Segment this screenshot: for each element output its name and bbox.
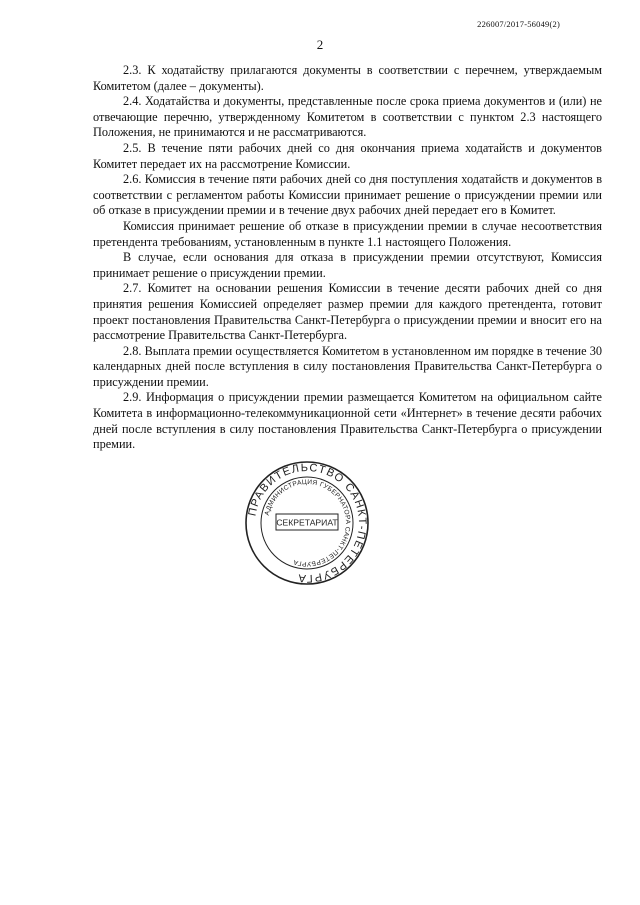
- page-number: 2: [316, 37, 324, 52]
- paragraph-2-9: 2.9. Информация о присуждении премии размещается Комитетом на официальном сайте Комитета в информационно-телекоммуникационной сети «Интернет» в течение десяти рабочих дней после вступления в силу постановления Правительства Санкт-Петербурга о присуждении премии.: [93, 390, 602, 452]
- document-id: 226007/2017-56049(2): [477, 19, 560, 29]
- stamp-outer-text: ПРАВИТЕЛЬСТВО САНКТ-ПЕТЕРБУРГА: [246, 461, 369, 585]
- paragraph-2-5: 2.5. В течение пяти рабочих дней со дня окончания приема ходатайств и документов Комитет передает их на рассмотрение Комиссии.: [93, 140, 602, 171]
- paragraph-2-6: 2.6. Комиссия в течение пяти рабочих дней со дня поступления ходатайств и документов в соответствии с регламентом работы Комиссии принимает решение о присуждении премии или об отказе в присуждении премии и в течение двух рабочих дней передает его в Комитет.: [93, 172, 602, 218]
- paragraph-2-8: 2.8. Выплата премии осуществляется Комитетом в установленном им порядке в течение 30 календарных дней после вступления в силу постановления Правительства Санкт-Петербурга о присуждении премии.: [93, 343, 602, 389]
- stamp-center-text: СЕКРЕТАРИАТ: [276, 517, 338, 528]
- secretariat-stamp: [244, 460, 370, 586]
- paragraph-2-4: 2.4. Ходатайства и документы, представленные после срока приема документов и (или) не отвечающие перечню, утвержденному Комитетом в соответствии с пунктом 2.3 настоящего Положения, не принимаются и не рассматриваются.: [93, 94, 602, 140]
- paragraph-no-grounds: В случае, если основания для отказа в присуждении премии отсутствуют, Комиссия принимает решение о присуждении премии.: [93, 250, 602, 280]
- paragraph-refusal: Комиссия принимает решение об отказе в присуждении премии в случае несоответствия претендента требованиям, установленным в пункте 1.1 настоящего Положения.: [93, 218, 602, 249]
- stamp-inner-text: АДМИНИСТРАЦИЯ ГУБЕРНАТОРА САНКТ-ПЕТЕРБУРГА: [263, 478, 352, 568]
- paragraph-2-7: 2.7. Комитет на основании решения Комиссии в течение десяти рабочих дней со дня принятия решения Комиссией определяет размер премии для каждого претендента, готовит проект постановления Правительства Санкт-Петербурга о присуждении премии и вносит его на рассмотрение Правительства Санкт-Петербурга.: [93, 281, 602, 343]
- document-body: [93, 63, 602, 453]
- paragraph-2-3: 2.3. К ходатайству прилагаются документы в соответствии с перечнем, утверждаемым Комитетом (далее – документы).: [93, 63, 602, 93]
